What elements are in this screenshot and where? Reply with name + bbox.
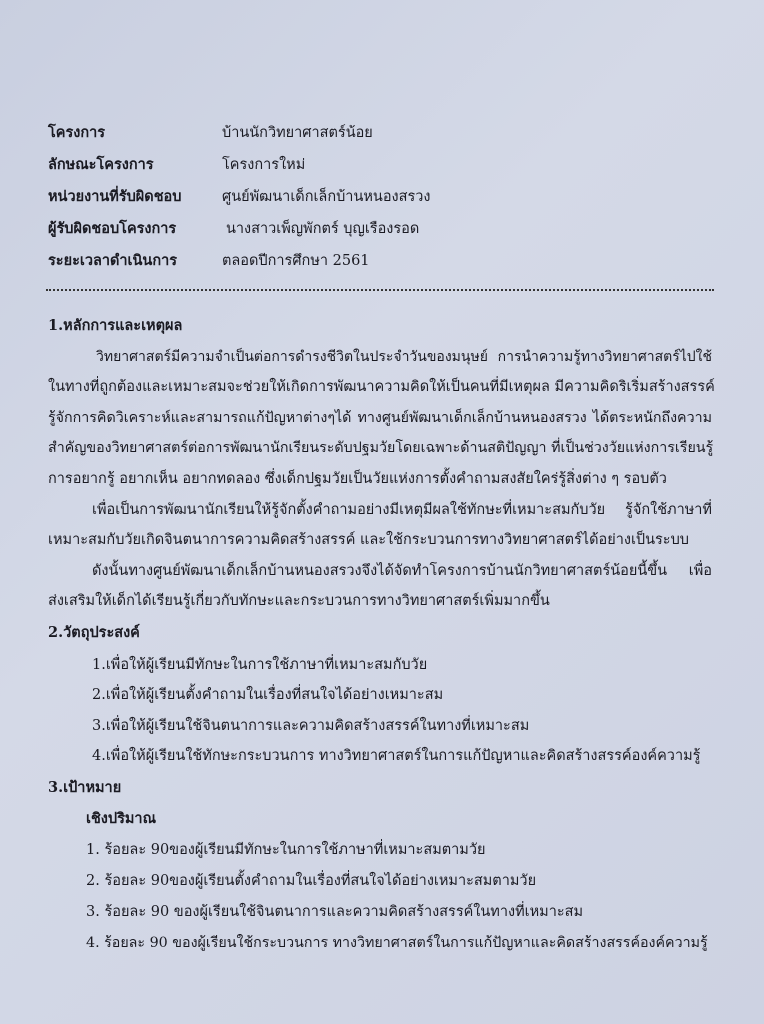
- section3-subheading: เชิงปริมาณ: [86, 810, 157, 827]
- section1-line: วิทยาศาสตร์มีความจำเป็นต่อการดำรงชีวิตในประจำวันของมนุษย์ การนำความรู้ทางวิทยาศาสตร์ไปใช้: [96, 349, 712, 365]
- target-item: 3. ร้อยละ 90 ของผู้เรียนใช้จินตนาการและความคิดสร้างสรรค์ในทางที่เหมาะสม: [86, 904, 584, 920]
- header-value-period: ตลอดปีการศึกษา 2561: [222, 253, 370, 269]
- header-value-project: บ้านนักวิทยาศาสตร์น้อย: [222, 125, 373, 141]
- target-item: 1. ร้อยละ 90ของผู้เรียนมีทักษะในการใช้ภาษาที่เหมาะสมตามวัย: [86, 842, 486, 858]
- section3-heading: 3.เป้าหมาย: [48, 779, 122, 796]
- target-item: 4. ร้อยละ 90 ของผู้เรียนใช้กระบวนการ ทางวิทยาศาสตร์ในการแก้ปัญหาและคิดสร้างสรรค์องค์ความรู้: [86, 935, 708, 951]
- section1-line: ดังนั้นทางศูนย์พัฒนาเด็กเล็กบ้านหนองสรวงจึงได้จัดทำโครงการบ้านนักวิทยาศาสตร์น้อยนี้ขึ้น เพื่อ: [92, 563, 712, 579]
- target-item: 2. ร้อยละ 90ของผู้เรียนตั้งคำถามในเรื่องที่สนใจได้อย่างเหมาะสมตามวัย: [86, 873, 537, 889]
- header-label-period: ระยะเวลาดำเนินการ: [48, 252, 178, 269]
- section1-line: การอยากรู้ อยากเห็น อยากทดลอง ซึ่งเด็กปฐมวัยเป็นวัยแห่งการตั้งคำถามสงสัยใคร่รู้สิ่งต่าง ๆ รอบตัว: [48, 471, 667, 487]
- section1-line: เพื่อเป็นการพัฒนานักเรียนให้รู้จักตั้งคำถามอย่างมีเหตุมีผลใช้ทักษะที่เหมาะสมกับวัย รู้จักใช้ภาษาที่: [92, 502, 712, 518]
- section1-line: ในทางที่ถูกต้องและเหมาะสมจะช่วยให้เกิดการพัฒนาความคิดให้เป็นคนที่มีเหตุผล มีความคิดริเริ่มสร้างสรรค์: [48, 379, 715, 395]
- section2-heading: 2.วัตถุประสงค์: [48, 624, 140, 641]
- dotted-separator: [46, 289, 714, 291]
- section1-heading: 1.หลักการและเหตุผล: [48, 317, 183, 334]
- header-label-responsible: ผู้รับผิดชอบโครงการ: [48, 220, 177, 237]
- objective-item: 4.เพื่อให้ผู้เรียนใช้ทักษะกระบวนการ ทางวิทยาศาสตร์ในการแก้ปัญหาและคิดสร้างสรรค์องค์ความรู้: [92, 748, 701, 764]
- header-value-agency: ศูนย์พัฒนาเด็กเล็กบ้านหนองสรวง: [222, 189, 431, 205]
- objective-item: 2.เพื่อให้ผู้เรียนตั้งคำถามในเรื่องที่สนใจได้อย่างเหมาะสม: [92, 687, 444, 703]
- header-value-type: โครงการใหม่: [222, 157, 306, 173]
- header-value-responsible: นางสาวเพ็ญพักตร์ บุญเรืองรอด: [226, 221, 420, 237]
- objective-item: 1.เพื่อให้ผู้เรียนมีทักษะในการใช้ภาษาที่เหมาะสมกับวัย: [92, 657, 428, 673]
- section1-line: สำคัญของวิทยาศาสตร์ต่อการพัฒนานักเรียนระดับปฐมวัยโดยเฉพาะด้านสติปัญญา ที่เป็นช่วงวัยแห่งการเรียนรู้: [48, 440, 714, 456]
- section1-line: เหมาะสมกับวัยเกิดจินตนาการความคิดสร้างสรรค์ และใช้กระบวนการทางวิทยาศาสตร์ได้อย่างเป็นระบบ: [48, 532, 690, 548]
- objective-item: 3.เพื่อให้ผู้เรียนใช้จินตนาการและความคิดสร้างสรรค์ในทางที่เหมาะสม: [92, 718, 530, 734]
- header-label-project: โครงการ: [48, 124, 106, 141]
- section1-line: รู้จักการคิดวิเคราะห์และสามารถแก้ปัญหาต่างๆได้ ทางศูนย์พัฒนาเด็กเล็กบ้านหนองสรวง ได้ตระหนักถึงความ: [48, 410, 712, 426]
- header-label-type: ลักษณะโครงการ: [48, 156, 154, 173]
- header-label-agency: หน่วยงานที่รับผิดชอบ: [48, 188, 182, 205]
- section1-line: ส่งเสริมให้เด็กได้เรียนรู้เกี่ยวกับทักษะและกระบวนการทางวิทยาศาสตร์เพิ่มมากขึ้น: [48, 593, 550, 609]
